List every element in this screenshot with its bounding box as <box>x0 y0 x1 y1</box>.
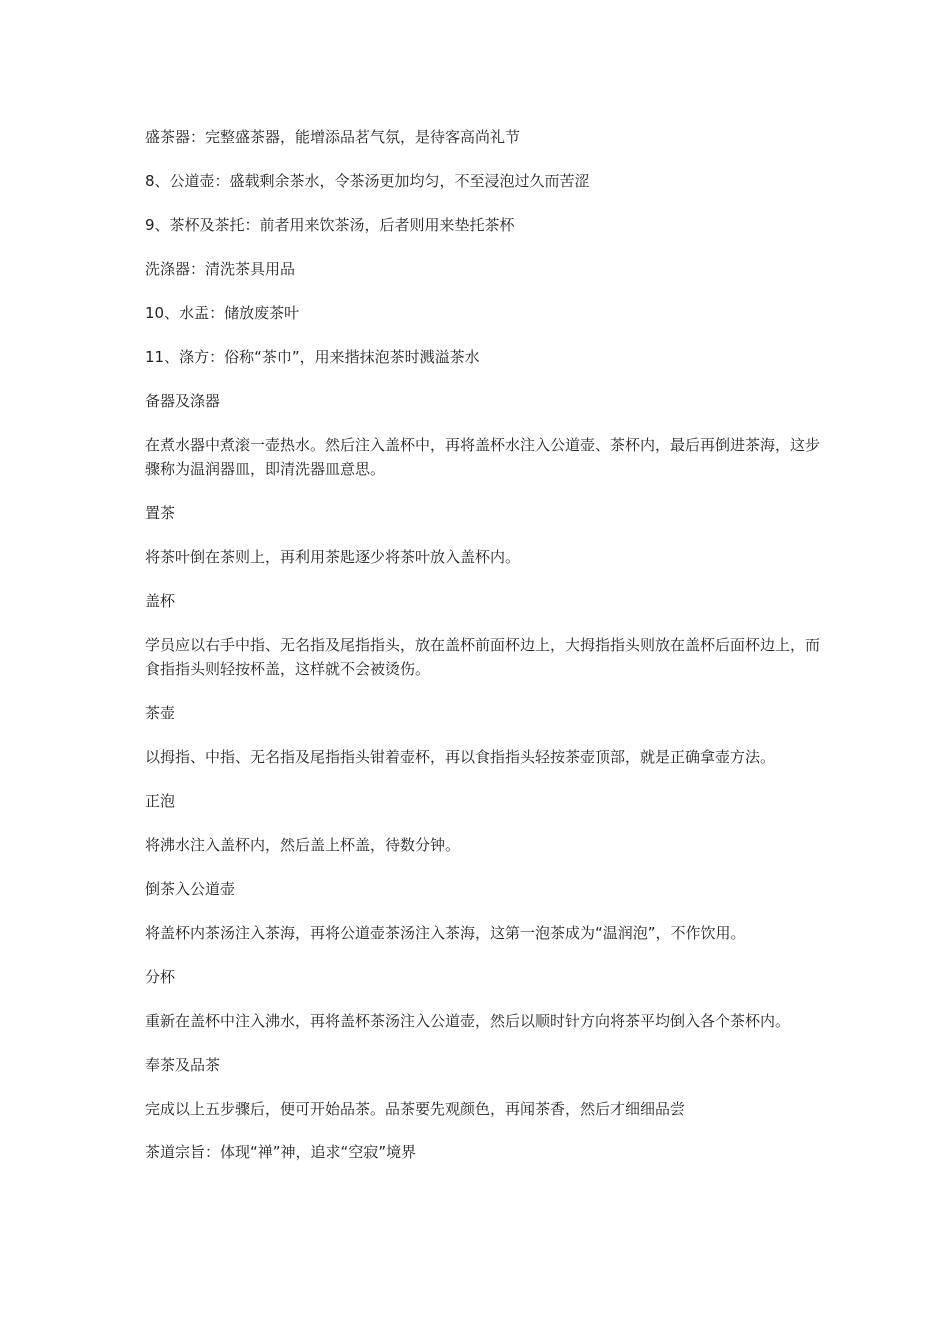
heading-lidded-cup: 盖杯 <box>145 592 176 610</box>
heading-place-tea: 置茶 <box>145 504 176 522</box>
heading-divide-cups: 分杯 <box>145 968 176 986</box>
paragraph-brew: 将沸水注入盖杯内，然后盖上杯盖，待数分钟。 <box>145 836 461 854</box>
paragraph-pour-fair-cup: 将盖杯内茶汤注入茶海，再将公道壶茶汤注入茶海，这第一泡茶成为“温润泡”，不作饮用。 <box>145 924 746 942</box>
paragraph-lidded-cup: 学员应以右手中指、无名指及尾指指头，放在盖杯前面杯边上，大拇指指头则放在盖杯后面杯边上，而食指指头则轻按杯盖，这样就不会被烫伤。 <box>145 636 821 678</box>
heading-pour-fair-cup: 倒茶入公道壶 <box>145 880 236 898</box>
paragraph-tea-cup-saucer: 9、茶杯及茶托：前者用来饮茶汤，后者则用来垫托茶杯 <box>145 216 515 234</box>
paragraph-water-bowl: 10、水盂：储放废茶叶 <box>145 304 300 322</box>
paragraph-washing-tools: 洗涤器：清洗茶具用品 <box>145 260 296 278</box>
paragraph-teapot: 以拇指、中指、无名指及尾指指头钳着壶杯，再以食指指头轻按茶壶顶部，就是正确拿壶方法。 <box>145 748 776 766</box>
heading-brew: 正泡 <box>145 792 176 810</box>
document-body <box>145 125 825 1184</box>
paragraph-place-tea: 将茶叶倒在茶则上，再利用茶匙逐少将茶叶放入盖杯内。 <box>145 548 521 566</box>
heading-prepare-and-wash: 备器及涤器 <box>145 392 221 410</box>
paragraph-divide-cups: 重新在盖杯中注入沸水，再将盖杯茶汤注入公道壶，然后以顺时针方向将茶平均倒入各个茶杯内。 <box>145 1012 791 1030</box>
paragraph-serve-and-taste: 完成以上五步骤后，便可开始品茶。品茶要先观颜色，再闻茶香，然后才细细品尝 <box>145 1100 686 1118</box>
paragraph-tea-vessels: 盛茶器：完整盛茶器，能增添品茗气氛，是待客高尚礼节 <box>145 128 521 146</box>
paragraph-tea-way-purpose: 茶道宗旨：体现“禅”神，追求“空寂”境界 <box>145 1143 417 1161</box>
paragraph-tea-towel: 11、涤方：俗称“茶巾”，用来揩抹泡茶时溅溢茶水 <box>145 348 480 366</box>
paragraph-fair-cup: 8、公道壶：盛载剩余茶水，令茶汤更加均匀，不至浸泡过久而苦涩 <box>145 172 590 190</box>
heading-teapot: 茶壶 <box>145 704 176 722</box>
paragraph-warm-vessels: 在煮水器中煮滚一壶热水。然后注入盖杯中，再将盖杯水注入公道壶、茶杯内，最后再倒进茶海，这步骤称为温润器皿，即清洗器皿意思。 <box>145 436 821 478</box>
heading-serve-and-taste: 奉茶及品茶 <box>145 1056 221 1074</box>
